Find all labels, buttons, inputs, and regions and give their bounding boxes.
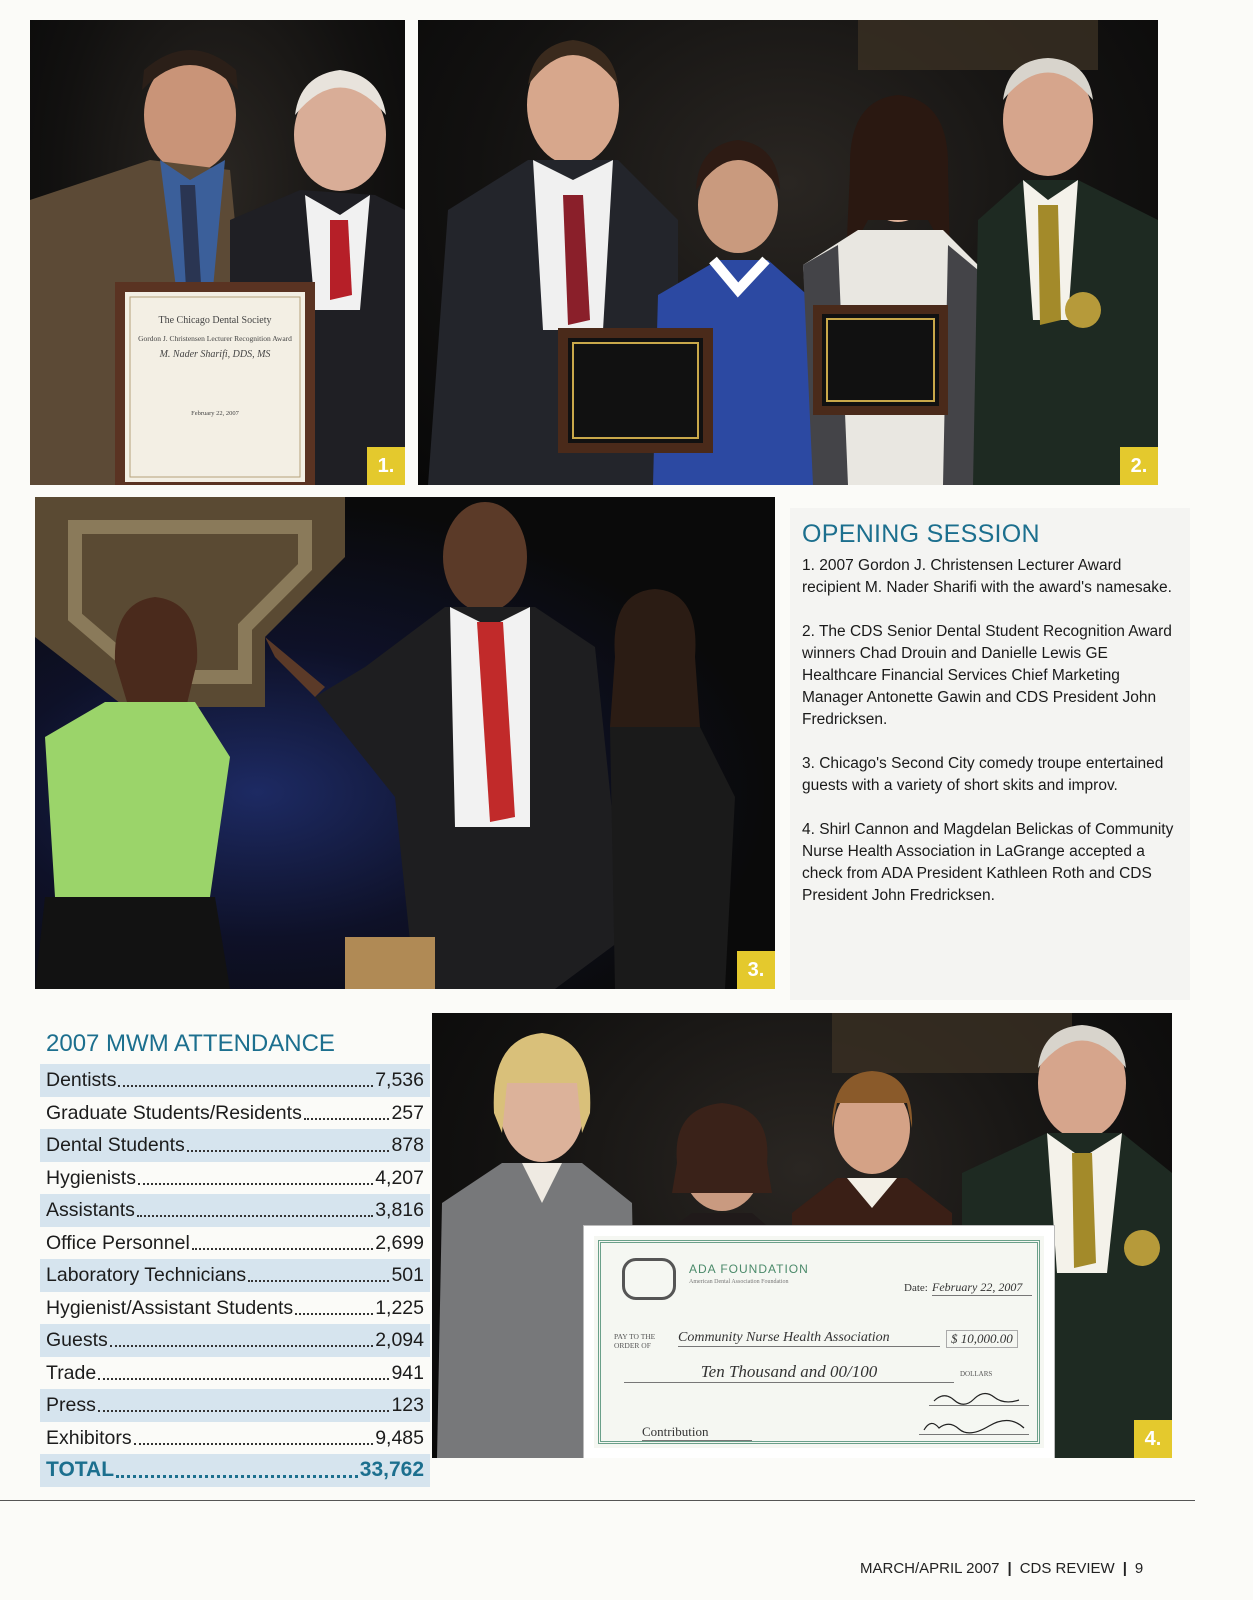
leader-dots <box>116 1475 358 1478</box>
attendance-row-value: 1,225 <box>375 1296 424 1319</box>
attendance-row <box>40 1194 430 1227</box>
attendance-row-label: Graduate Students/Residents <box>46 1101 302 1124</box>
attendance-row <box>40 1422 430 1455</box>
attendance-row-label: Dentists <box>46 1069 117 1091</box>
check-memo: Contribution <box>642 1424 752 1441</box>
captions-panel <box>790 508 1190 1000</box>
check-signature-2 <box>919 1416 1029 1435</box>
attendance-row-label: Exhibitors <box>46 1426 132 1449</box>
check-logo-icon <box>622 1258 676 1300</box>
certificate-text <box>130 315 300 417</box>
leader-dots <box>304 1118 390 1120</box>
check-org: ADA FOUNDATION <box>689 1262 809 1276</box>
photo-1 <box>30 20 405 485</box>
certificate-recipient: M. Nader Sharifi, DDS, MS <box>159 349 271 360</box>
attendance-row-value: 257 <box>391 1101 424 1124</box>
leader-dots <box>192 1248 373 1250</box>
attendance-row <box>40 1162 430 1195</box>
attendance-row <box>40 1357 430 1390</box>
photo-number-badge: 3. <box>737 951 775 989</box>
presentation-check <box>584 1226 1054 1458</box>
check-date-label: Date: <box>904 1282 928 1294</box>
check-amount: $ 10,000.00 <box>946 1330 1018 1348</box>
attendance-row-value: 123 <box>391 1394 424 1416</box>
attendance-row <box>40 1129 430 1162</box>
check-dollars-label: DOLLARS <box>960 1370 993 1378</box>
captions-heading: OPENING SESSION <box>802 520 1040 548</box>
attendance-row <box>40 1292 430 1325</box>
leader-dots <box>98 1410 390 1412</box>
leader-dots <box>110 1345 373 1347</box>
leader-dots <box>187 1150 390 1152</box>
attendance-row-label: Office Personnel <box>46 1231 190 1254</box>
attendance-row <box>40 1259 430 1292</box>
leader-dots <box>248 1280 389 1282</box>
photo-3-illustration <box>35 497 775 989</box>
check-signature-1 <box>929 1391 1029 1406</box>
attendance-row <box>40 1227 430 1260</box>
attendance-row-label: Assistants <box>46 1199 135 1221</box>
attendance-row <box>40 1097 430 1130</box>
attendance-row-label: Press <box>46 1394 96 1416</box>
leader-dots <box>295 1313 373 1315</box>
attendance-row-label: Dental Students <box>46 1134 185 1156</box>
leader-dots <box>138 1183 373 1185</box>
certificate-award: Gordon J. Christensen Lecturer Recognition Award <box>138 334 292 343</box>
certificate-society: The Chicago Dental Society <box>158 315 272 326</box>
attendance-row-value: 2,094 <box>375 1329 424 1351</box>
attendance-row-value: 7,536 <box>375 1069 424 1091</box>
check-amount-words: Ten Thousand and 00/100 <box>624 1362 954 1383</box>
photo-2 <box>418 20 1158 485</box>
photo-3 <box>35 497 775 989</box>
photo-4 <box>432 1013 1172 1458</box>
attendance-row-value: 2,699 <box>375 1231 424 1254</box>
check-pay-label: PAY TO THE ORDER OF <box>614 1332 656 1350</box>
check-org-sub: American Dental Association Foundation <box>689 1279 789 1285</box>
footer-page-number: 9 <box>1134 1560 1144 1577</box>
attendance-row-value: 9,485 <box>375 1426 424 1449</box>
attendance-row-value: 941 <box>391 1361 424 1384</box>
attendance-row <box>40 1064 430 1097</box>
check-date: February 22, 2007 <box>932 1280 1032 1296</box>
attendance-row-value: 4,207 <box>375 1166 424 1189</box>
attendance-row-label: Laboratory Technicians <box>46 1264 247 1286</box>
attendance-total-label: TOTAL <box>46 1458 115 1481</box>
attendance-row-label: Hygienist/Assistant Students <box>46 1296 294 1319</box>
caption-2: 2. The CDS Senior Dental Student Recognition Award winners Chad Drouin and Danielle Lewis GE Healthcare Financial Services Chief Marketing Manager Antonette Gawin and CDS President John Fredricksen. <box>802 623 1172 728</box>
caption-1: 1. 2007 Gordon J. Christensen Lecturer Award recipient M. Nader Sharifi with the award's namesake. <box>802 557 1172 596</box>
attendance-row <box>40 1389 430 1422</box>
photo-2-illustration <box>418 20 1158 485</box>
caption-4: 4. Shirl Cannon and Magdelan Belickas of Community Nurse Health Association in LaGrange accepted a check from ADA President Kathleen Roth and CDS President John Fredricksen. <box>802 821 1174 904</box>
footer-issue: MARCH/APRIL 2007 <box>860 1560 1000 1577</box>
certificate-date: February 22, 2007 <box>191 410 239 417</box>
attendance-row-label: Guests <box>46 1329 108 1351</box>
attendance-rows <box>40 1064 430 1454</box>
check-payee: Community Nurse Health Association <box>678 1330 940 1347</box>
attendance-row-value: 878 <box>391 1134 424 1156</box>
footer-separator: | <box>1007 1560 1012 1577</box>
attendance-table <box>40 1030 430 1487</box>
page-footer <box>860 1560 1200 1577</box>
footer-publication: CDS REVIEW <box>1019 1560 1115 1577</box>
leader-dots <box>118 1085 373 1087</box>
photo-number-badge: 1. <box>367 447 405 485</box>
attendance-row-value: 3,816 <box>375 1199 424 1221</box>
photo-number-badge: 4. <box>1134 1420 1172 1458</box>
attendance-total-row <box>40 1454 430 1487</box>
leader-dots <box>98 1378 389 1380</box>
attendance-row-label: Trade <box>46 1361 97 1384</box>
caption-3: 3. Chicago's Second City comedy troupe entertained guests with a variety of short skits and improv. <box>802 755 1164 794</box>
attendance-total-value: 33,762 <box>359 1458 424 1481</box>
attendance-row-label: Hygienists <box>46 1166 136 1189</box>
leader-dots <box>137 1215 373 1217</box>
attendance-title: 2007 MWM ATTENDANCE <box>46 1030 335 1057</box>
footer-rule <box>0 1500 1195 1501</box>
footer-separator: | <box>1122 1560 1127 1577</box>
photo-number-badge: 2. <box>1120 447 1158 485</box>
attendance-row-value: 501 <box>391 1264 424 1286</box>
leader-dots <box>134 1443 374 1445</box>
attendance-row <box>40 1324 430 1357</box>
